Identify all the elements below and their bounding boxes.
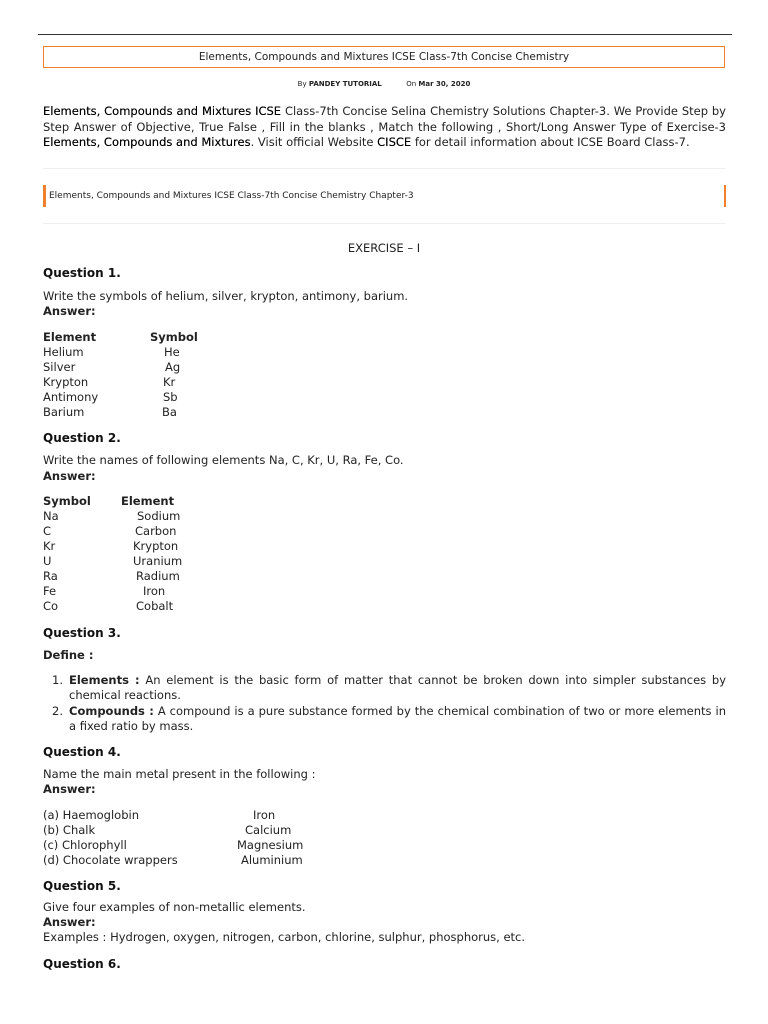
- table-cell: Ag: [165, 360, 181, 374]
- page-title: Elements, Compounds and Mixtures ICSE Class-7th Concise Chemistry: [43, 46, 725, 68]
- exercise-title: EXERCISE – I: [347, 241, 421, 255]
- question-1-label: Question 1.: [43, 266, 121, 280]
- divider: [43, 168, 726, 169]
- table-cell: Iron: [253, 808, 276, 822]
- table-header: Symbol: [43, 494, 91, 508]
- table-cell: Aluminium: [241, 853, 303, 867]
- question-4-text: Name the main metal present in the following :: [43, 767, 316, 781]
- table-cell: Barium: [43, 405, 85, 419]
- table-cell: Na: [43, 509, 59, 523]
- define-label: Define :: [43, 648, 94, 662]
- table-cell: (d) Chocolate wrappers: [43, 853, 178, 867]
- table-cell: Kr: [163, 375, 176, 389]
- table-cell: Calcium: [245, 823, 292, 837]
- table-cell: Krypton: [43, 375, 89, 389]
- intro-mid-bold: Elements, Compounds and Mixtures: [43, 135, 251, 149]
- on-label: On: [406, 80, 417, 88]
- section-heading: Elements, Compounds and Mixtures ICSE Class-7th Concise Chemistry Chapter-3: [43, 185, 726, 207]
- author-link[interactable]: PANDEY TUTORIAL: [308, 80, 382, 88]
- definition-list: [52, 673, 726, 735]
- answer-label: Answer:: [43, 304, 96, 318]
- definition-term: Elements :: [69, 673, 140, 687]
- list-item: 1. Elements : An element is the basic form of matter that cannot be broken down into simpler substances by chemical reactions.: [52, 673, 727, 702]
- question-5-label: Question 5.: [43, 879, 121, 893]
- list-item: 2. Compounds : A compound is a pure substance formed by the chemical combination of two or more elements in a fixed ratio by mass.: [52, 704, 726, 733]
- table-cell: He: [164, 345, 180, 359]
- question-2-label: Question 2.: [43, 431, 121, 445]
- table-cell: Radium: [136, 569, 180, 583]
- table-header: Element: [43, 330, 97, 344]
- table-header: Element: [121, 494, 175, 508]
- question-3-label: Question 3.: [43, 626, 121, 640]
- table-cell: U: [43, 554, 52, 568]
- table-cell: Krypton: [133, 539, 179, 553]
- table-cell: Uranium: [133, 554, 183, 568]
- top-rule: [38, 34, 732, 35]
- question-6-label: Question 6.: [43, 957, 121, 971]
- table-cell: Helium: [43, 345, 84, 359]
- question-2-text: Write the names of following elements Na, C, Kr, U, Ra, Fe, Co.: [43, 453, 404, 467]
- intro-paragraph: Elements, Compounds and Mixtures ICSE Class-7th Concise Selina Chemistry Solutions Chapter-3. We Provide Step by Step Answer of Objective, True False , Fill in the blanks , Match the following , Short/Long Answer Type of Exercise-3 Elements, Compounds and Mixtures. Visit official Website CISCE for detail information about ICSE Board Class-7.: [43, 104, 726, 149]
- cisce-link[interactable]: CISCE: [377, 135, 412, 149]
- table-cell: Silver: [43, 360, 76, 374]
- table-cell: (c) Chlorophyll: [43, 838, 127, 852]
- table-cell: Sodium: [137, 509, 181, 523]
- answer-text: Examples : Hydrogen, oxygen, nitrogen, carbon, chlorine, sulphur, phosphorus, etc.: [43, 930, 526, 944]
- table-cell: Fe: [43, 584, 57, 598]
- table-cell: Kr: [43, 539, 56, 553]
- table-cell: (b) Chalk: [43, 823, 96, 837]
- table-cell: Co: [43, 599, 59, 613]
- table-cell: Magnesium: [237, 838, 304, 852]
- table-header: Symbol: [150, 330, 198, 344]
- answer-label: Answer:: [43, 915, 96, 929]
- table-cell: Sb: [163, 390, 178, 404]
- definition-term: Compounds :: [69, 704, 154, 718]
- question-5-text: Give four examples of non-metallic elements.: [43, 900, 306, 914]
- table-cell: Iron: [143, 584, 166, 598]
- table-cell: C: [43, 524, 52, 538]
- post-date: Mar 30, 2020: [418, 80, 471, 88]
- table-cell: Ba: [162, 405, 177, 419]
- table-cell: (a) Haemoglobin: [43, 808, 139, 822]
- table-cell: Carbon: [135, 524, 177, 538]
- intro-lead-bold: Elements, Compounds and Mixtures ICSE: [43, 104, 282, 118]
- table-cell: Antimony: [43, 390, 99, 404]
- answer-label: Answer:: [43, 469, 96, 483]
- by-label: By: [297, 80, 307, 88]
- byline: [0, 80, 768, 88]
- question-4-label: Question 4.: [43, 745, 121, 759]
- answer-label: Answer:: [43, 782, 96, 796]
- table-cell: Ra: [43, 569, 58, 583]
- question-1-text: Write the symbols of helium, silver, krypton, antimony, barium.: [43, 289, 409, 303]
- divider: [43, 223, 726, 224]
- table-cell: Cobalt: [136, 599, 174, 613]
